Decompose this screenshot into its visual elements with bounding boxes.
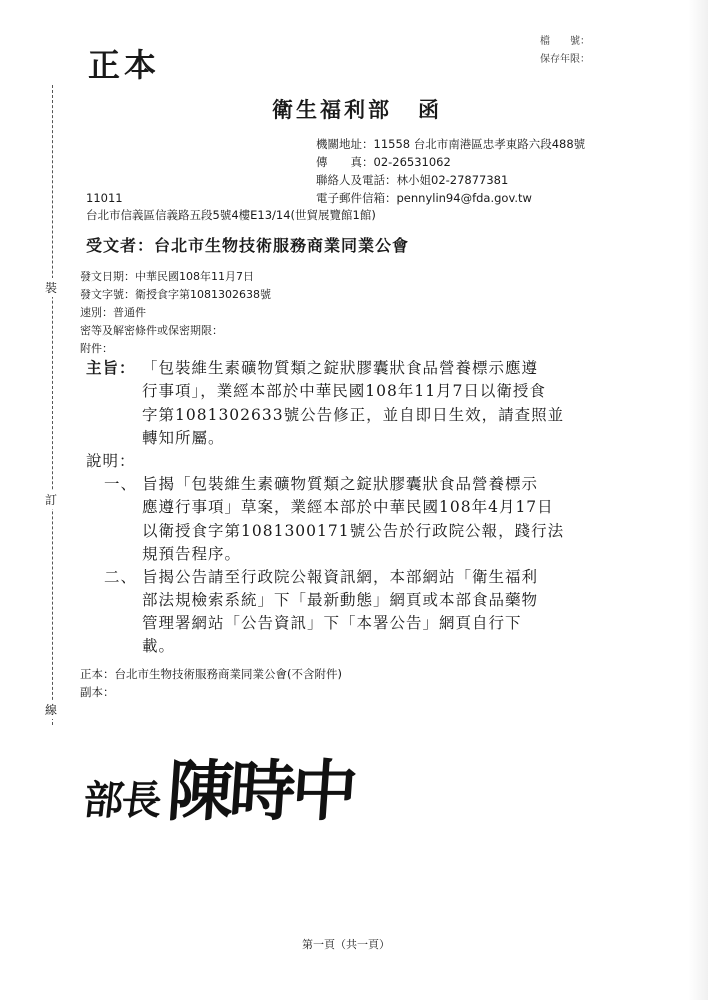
attachment-label: 附件： — [80, 342, 113, 355]
sender-fax: 傳 真：02-26531062 — [316, 155, 451, 169]
sender-address: 機關地址：11558 台北市南港區忠孝東路六段488號 — [316, 137, 586, 151]
original-copy-stamp: 正本 — [88, 46, 161, 84]
secrecy-level: 密等及解密條件或保密期限： — [80, 324, 223, 337]
page-number: 第一頁（共一頁） — [302, 938, 390, 951]
document-type: 函 — [418, 97, 442, 122]
binding-line — [52, 85, 53, 725]
delivery-speed: 速別：普通件 — [80, 306, 146, 319]
sender-contact: 聯絡人及電話：林小姐02-27877381 — [316, 173, 509, 187]
issue-date: 發文日期：中華民國108年11月7日 — [80, 270, 254, 283]
duplicate-recipient: 副本： — [80, 685, 115, 699]
subject-line: 行事項」，業經本部於中華民國108年11月7日以衛授食 — [142, 382, 546, 400]
explanation-line: 旨揭公告請至行政院公報資訊網，本部網站「衛生福利 — [142, 568, 539, 586]
explanation-line: 規預告程序。 — [142, 545, 242, 563]
file-number-label: 檔 號： — [540, 36, 590, 47]
scan-edge-shadow — [688, 0, 708, 1000]
agency-name: 衛生福利部 — [272, 97, 392, 122]
binding-mark-ding: 訂 — [45, 490, 57, 509]
document-title — [272, 94, 442, 124]
recipient: 受文者：台北市生物技術服務商業同業公會 — [86, 236, 410, 255]
issue-number: 發文字號：衛授食字第1081302638號 — [80, 288, 271, 301]
subject-label: 主旨： — [86, 358, 136, 377]
minister-signature — [81, 738, 357, 833]
binding-mark-zhuang: 裝 — [45, 278, 57, 297]
retention-period-label: 保存年限： — [540, 54, 590, 65]
explanation-line: 載。 — [142, 637, 176, 655]
sender-email: 電子郵件信箱：pennylin94@fda.gov.tw — [316, 191, 532, 205]
item-number: 一、 — [104, 475, 138, 493]
recipient-street: 台北市信義區信義路五段5號4樓E13/14(世貿展覽館1館) — [86, 208, 376, 222]
subject-line: 轉知所屬。 — [142, 429, 225, 447]
subject-line: 字第1081302633號公告修正，並自即日生效，請查照並 — [142, 406, 565, 424]
explanation-line: 旨揭「包裝維生素礦物質類之錠狀膠囊狀食品營養標示 — [142, 475, 539, 493]
explanation-label: 說明： — [86, 452, 136, 470]
explanation-line: 以衛授食字第1081300171號公告於行政院公報，踐行法 — [142, 522, 565, 540]
explanation-line: 部法規檢索系統」下「最新動態」網頁或本部食品藥物 — [142, 591, 539, 609]
minister-title: 部長 — [81, 777, 163, 824]
minister-name: 陳時中 — [164, 752, 357, 830]
recipient-zip: 11011 — [86, 191, 123, 205]
subject-line: 「包裝維生素礦物質類之錠狀膠囊狀食品營養標示應遵 — [142, 359, 539, 377]
explanation-line: 應遵行事項」草案，業經本部於中華民國108年4月17日 — [142, 498, 554, 516]
explanation-line: 管理署網站「公告資訊」下「本署公告」網頁自行下 — [142, 614, 522, 632]
binding-mark-xian: 線 — [45, 700, 57, 719]
item-number: 二、 — [104, 568, 138, 586]
original-recipient: 正本：台北市生物技術服務商業同業公會(不含附件) — [80, 667, 342, 681]
